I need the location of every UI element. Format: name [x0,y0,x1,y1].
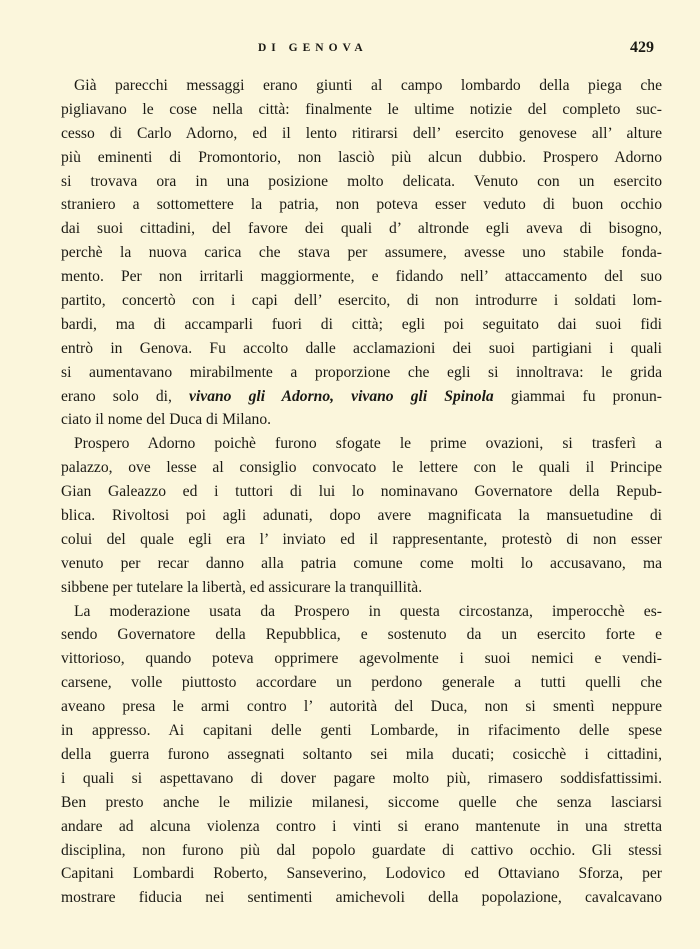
text-fragment: erano solo di, [61,387,190,405]
text-line: ciato il nome del Duca di Milano. [61,411,272,429]
text-line: entrò in Genova. Fu accolto dalle acclamazioni dei suoi partigiani i quali [61,339,662,357]
text-line: più eminenti di Promontorio, non lasciò più alcun dubbio. Prospero Adorno [61,148,662,166]
text-line: venuto per recar danno alla patria comune come molti lo accusavano, ma [61,554,662,572]
text-line: straniero a sottomettere la patria, non poteva esser veduto di buon occhio [61,196,662,214]
text-line: sibbene per tutelare la libertà, ed assicurare la tranquillità. [61,578,423,596]
text-line: colui del quale egli era l’ inviato ed il rappresentante, protestò di non esser [61,530,662,548]
page-number: 429 [630,39,654,56]
body-text [61,74,662,910]
text-line: pigliavano le cose nella città: finalmente le ultime notizie del completo suc- [61,100,662,118]
text-line: mostrare fiducia nei sentimenti amichevoli della popolazione, cavalcavano [61,889,662,907]
paragraph [61,74,662,432]
text-line: Già parecchi messaggi erano giunti al campo lombardo della piega che [74,77,662,94]
text-line: si trovava ora in una posizione molto delicata. Venuto con un esercito [61,172,662,190]
text-line: mento. Per non irritarli maggiormente, e fidando nell’ attaccamento del suo [61,268,662,286]
text-line: dai suoi cittadini, del favore dei quali d’ altronde egli aveva di bisogno, [61,220,662,238]
text-line: andare ad alcuna violenza contro i vinti si erano mantenute in una stretta [61,817,662,835]
text-line-with-italic [61,385,662,409]
text-line: Capitani Lombardi Roberto, Sanseverino, Lodovico ed Ottaviano Sforza, per [61,865,662,883]
text-line: La moderazione usata da Prospero in questa circostanza, imperocchè es- [74,602,662,620]
text-line: bardi, ma di accamparli fuori di città; egli poi seguitato dai suoi fidi [61,315,662,333]
running-title: DI GENOVA [258,42,368,54]
text-line: Gian Galeazzo ed i tuttori di lui lo nominavano Governatore della Repub- [61,483,662,501]
text-line: i quali si aspettavano di dover pagare molto più, rimasero soddisfattissimi. [61,769,662,787]
text-line: perchè la nuova carica che stava per assumere, avesse uno stabile fonda- [61,244,662,262]
text-line: Ben presto anche le milizie milanesi, siccome quelle che senza lasciarsi [61,793,662,811]
text-line: disciplina, non furono più dal popolo guardate di cattivo occhio. Gli stessi [61,841,662,859]
text-line: della guerra furono assegnati soltanto sei mila ducati; cosicchè i cittadini, [61,745,662,763]
text-fragment: giammai fu pronun- [493,387,662,405]
text-line: in appresso. Ai capitani delle genti Lombarde, in rifacimento delle spese [61,722,662,740]
italic-quote: vivano gli Adorno, vivano gli Spinola [189,387,494,405]
paragraph [61,600,662,911]
text-line: Prospero Adorno poichè furono sfogate le prime ovazioni, si trasferì a [74,435,662,453]
paragraph [61,432,662,599]
text-line: carsene, volle piuttosto accordare un perdono generale a tutti quelli che [61,674,662,692]
text-line: blica. Rivoltosi poi agli adunati, dopo avere magnificata la mansuetudine di [61,507,662,525]
text-line: palazzo, ove lesse al consiglio convocato le lettere con le quali il Principe [61,459,662,477]
text-line: vittorioso, quando poteva opprimere agevolmente i suoi nemici e vendi- [61,650,662,668]
text-line: sendo Governatore della Repubblica, e sostenuto da un esercito forte e [61,626,662,644]
text-line: partito, concertò con i capi dell’ esercito, di non introdurre i soldati lom- [61,292,662,310]
text-line: aveano presa le armi contro l’ autorità del Duca, non si smentì neppure [61,698,662,716]
text-line: si aumentavano mirabilmente a proporzione che egli si innoltrava: le grida [61,363,662,381]
text-line: cesso di Carlo Adorno, ed il lento ritirarsi dell’ esercito genovese all’ alture [61,124,662,142]
